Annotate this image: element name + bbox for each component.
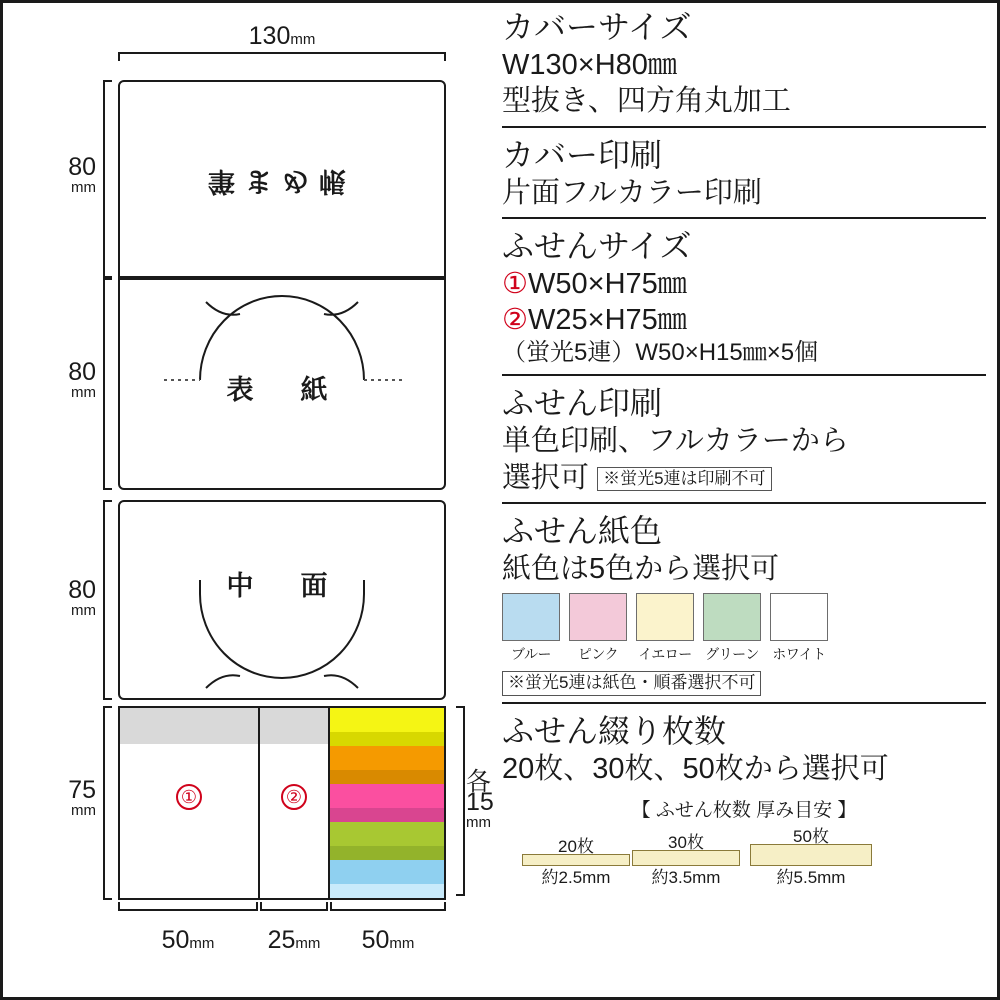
thickness-bar-label: 30枚 — [668, 833, 704, 853]
fluor-strip-1 — [330, 708, 444, 732]
thickness-guide — [502, 826, 986, 888]
thickness-bar-value: 約3.5mm — [651, 868, 721, 888]
swatch-chip — [703, 593, 761, 641]
bottom-dimension-line-1 — [118, 902, 258, 911]
paper-color-swatch[interactable] — [502, 593, 560, 664]
section-sticky-print — [502, 376, 986, 496]
swatch-label: イエロー — [638, 646, 692, 663]
spec-panel — [490, 0, 1000, 1000]
each-dimension: 各 — [466, 768, 492, 796]
sticky-sheets-line1: 20枚、30枚、50枚から選択可 — [502, 752, 889, 785]
swatch-chip — [770, 593, 828, 641]
swatch-chip — [636, 593, 694, 641]
section-cover-print — [502, 128, 986, 211]
thickness-bar-value: 約2.5mm — [541, 868, 611, 888]
sticky-print-line2: 選択可 ※蛍光5連は印刷不可 — [502, 460, 986, 496]
sticky-two-top — [260, 708, 328, 744]
inside-panel: 中 面 — [118, 500, 446, 700]
sticky-print-line1: 単色印刷、フルカラーから — [502, 425, 849, 458]
thickness-guide-title: 【 ふせん枚数 厚み目安 】 — [631, 800, 857, 822]
swatch-label: ブルー — [511, 646, 551, 663]
swatch-chip — [569, 593, 627, 641]
sticky-size-line3: （蛍光5連）W50×H15㎜×5個 — [502, 339, 819, 367]
section-sticky-size — [502, 219, 986, 369]
row4-brace — [103, 706, 112, 900]
paper-color-swatch[interactable] — [636, 593, 694, 664]
top-dimension-label: 130mm — [248, 22, 316, 50]
cover-print-heading: カバー印刷 — [502, 136, 663, 173]
row3-dimension: 80 mm — [68, 576, 96, 619]
row4-dimension: 75 mm — [68, 776, 96, 819]
sticky-one-top — [120, 708, 258, 744]
row1-dimension: 80 mm — [68, 153, 96, 196]
paper-color-swatches — [502, 593, 986, 664]
section-sticky-sheets — [502, 704, 986, 888]
row3-brace — [103, 500, 112, 700]
fluorescent-strip — [330, 708, 444, 898]
paper-color-swatch[interactable] — [770, 593, 828, 664]
bottom-dimension-line-2 — [260, 902, 328, 911]
sticky-size-line1: ①W50×H75㎜ — [502, 267, 687, 300]
fluor-strip-5 — [330, 860, 444, 884]
sticky-size-line2: ②W25×H75㎜ — [502, 304, 687, 337]
bottom-dimension-3: 50mm — [361, 926, 415, 954]
sticky-two-body — [260, 744, 328, 898]
swatch-label: ピンク — [577, 646, 619, 663]
thickness-bar-value: 約5.5mm — [776, 868, 846, 888]
paper-color-swatch[interactable] — [569, 593, 627, 664]
sticky-two-marker: ② — [260, 784, 328, 810]
product-diagram — [0, 0, 494, 1000]
swatch-label: ホワイト — [772, 646, 826, 663]
cover-front-panel: 表 紙 — [118, 278, 446, 490]
top-dimension-line — [118, 52, 446, 61]
swatch-label: グリーン — [705, 646, 759, 663]
thickness-bar-label: 20枚 — [558, 837, 594, 857]
cover-size-line1: W130×H80㎜ — [502, 49, 677, 82]
fluor-strip-2 — [330, 746, 444, 770]
sticky-one-body — [120, 744, 258, 898]
paper-color-swatch[interactable] — [703, 593, 761, 664]
sticky-paper-note: ※蛍光5連は紙色・順番選択不可 — [502, 671, 761, 696]
sticky-paper-heading: ふせん紙色 — [502, 512, 663, 549]
swatch-chip — [502, 593, 560, 641]
inside-diecut — [120, 502, 444, 698]
cover-print-line1: 片面フルカラー印刷 — [502, 176, 762, 209]
row2-brace — [103, 278, 112, 490]
bottom-dimension-line-3 — [330, 902, 446, 911]
cover-front-diecut — [120, 280, 444, 488]
sticky-paper-line1: 紙色は5色から選択可 — [502, 552, 780, 585]
each-brace — [456, 706, 465, 896]
row2-dimension: 80 mm — [68, 358, 96, 401]
sticky-panel — [118, 706, 446, 900]
sticky-print-heading: ふせん印刷 — [502, 385, 663, 422]
fluor-strip-4 — [330, 822, 444, 846]
sticky-size-heading: ふせんサイズ — [502, 227, 692, 264]
cover-back-panel: 筆まめ帳 — [118, 80, 446, 278]
cover-size-line2: 型抜き、四方角丸加工 — [502, 85, 791, 118]
thickness-bar-label: 50枚 — [793, 827, 829, 847]
bottom-dimension-1: 50mm — [161, 926, 215, 954]
sticky-print-note: ※蛍光5連は印刷不可 — [597, 467, 771, 492]
bottom-dimension-2: 25mm — [267, 926, 321, 954]
sticky-one-marker: ① — [120, 784, 258, 810]
each-value: 15 mm — [466, 788, 494, 831]
sticky-sheets-heading: ふせん綴り枚数 — [502, 712, 727, 749]
cover-size-heading: カバーサイズ — [502, 9, 692, 45]
section-sticky-paper-color — [502, 504, 986, 696]
row1-brace — [103, 80, 112, 278]
fluor-strip-3 — [330, 784, 444, 808]
section-cover-size — [502, 0, 986, 120]
